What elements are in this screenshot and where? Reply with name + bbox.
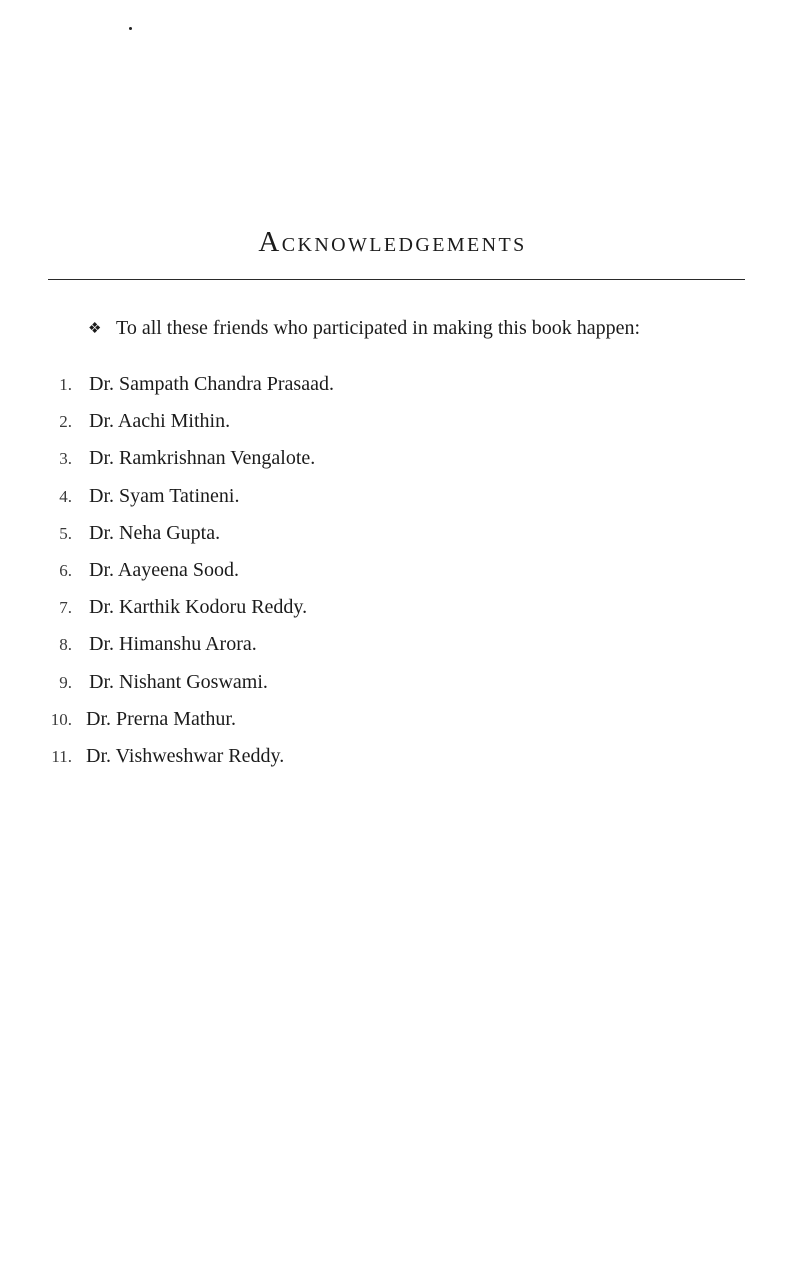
list-name: Dr. Prerna Mathur. (86, 707, 236, 730)
list-number: 6. (59, 560, 72, 580)
heading-rule (48, 279, 745, 280)
list-number: 3. (59, 449, 72, 469)
list-number: 8. (59, 635, 72, 655)
list-number: 10. (50, 709, 72, 729)
list-number: 2. (59, 412, 72, 432)
intro-line (88, 313, 640, 344)
diamond-dots-icon: ❖ (88, 321, 102, 337)
list-name: Dr. Nishant Goswami. (89, 670, 268, 693)
list-number: 5. (59, 523, 72, 543)
list-name: Dr. Himanshu Arora. (89, 633, 257, 656)
list-name: Dr. Aachi Mithin. (89, 410, 231, 433)
list-name: Dr. Syam Tatineni. (89, 484, 240, 507)
intro-text: To all these friends who participated in making this book happen: (116, 317, 641, 339)
list-number: 1. (59, 375, 72, 394)
list-number: 4. (59, 486, 72, 506)
list-name: Dr. Karthik Kodoru Reddy. (89, 596, 308, 619)
list-number: 9. (59, 672, 72, 692)
list-number: 11. (51, 746, 72, 766)
heading-text: Acknowledgements (258, 226, 527, 258)
list-name: Dr. Neha Gupta. (89, 521, 221, 544)
list-name: Dr. Vishweshwar Reddy. (86, 744, 285, 767)
list-name: Dr. Ramkrishnan Vengalote. (89, 447, 316, 470)
list-name: Dr. Aayeena Sood. (89, 558, 239, 581)
page-heading (0, 222, 791, 262)
list-name: Dr. Sampath Chandra Prasaad. (89, 373, 334, 395)
list-number: 7. (59, 598, 72, 618)
scan-speck (129, 27, 132, 30)
